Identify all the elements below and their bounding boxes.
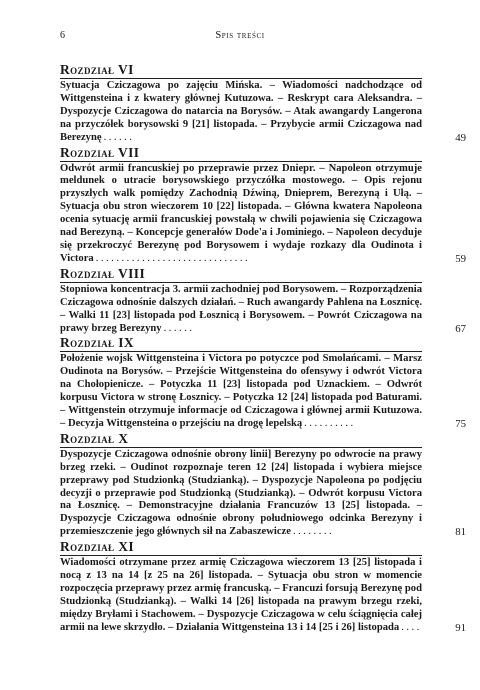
chapter-summary-text: Położenie wojsk Wittgensteina i Victora po potyczce pod Smolańcami. – Marsz Oudinota na Borysów. – Przejście Wittgensteina do ofensywy i odwrót Victora na Chołopienicze. – Potyczka 11 [23] listopada pod Uznackiem. – Odwrót korpusu Victora w stronę Łosznicy. – Potyczka 12 [24] listopada pod Baturami. – Wittgenstein otrzymuje informacje od Cziczagowa i głównej armii Kutuzowa. – Decyzja Wittgensteina o przejściu na drogę lepelską [60, 353, 422, 429]
chapter-summary [60, 162, 466, 266]
chapter-summary [60, 352, 466, 430]
chapter-summary-text: Wiadomości otrzymane przez armię Cziczagowa wieczorem 13 [25] listopada i nocą z 13 na 14 [z 25 na 26] listopada. – Sytuacja obu stron w momencie rozpoczęcia przeprawy przez armię francuską. – Francuzi forsują Berezynę pod Studzionką (Studzianką). – Walki 14 [26] listopada na prawym brzegu rzeki, między Bryłami i Stachowem. – Dyspozycje Cziczagowa w celu ściągnięcia całej armii na lewe skrzydło. – Działania Wittgensteina 13 i 14 [25 i 26] listopada [60, 557, 422, 633]
chapter-page-number: 91 [455, 621, 466, 634]
dot-leader: ........ [292, 526, 335, 538]
chapter-10 [60, 430, 466, 539]
dot-leader: .............................. [95, 252, 251, 264]
chapter-heading: Rozdział X [60, 431, 422, 448]
chapter-summary-text: Stopniowa koncentracja 3. armii zachodniej pod Borysowem. – Rozporządzenia Cziczagowa odnośnie dalszych działań. – Ruch awangardy Pahlena na Łosznicę. – Walki 11 [23] listopada pod Łosznicą i Borysowem. – Powrót Cziczagowa na prawy brzeg Berezyny [60, 283, 422, 334]
dot-leader: .......... [304, 417, 356, 429]
dot-leader: ...... [163, 322, 195, 334]
chapter-heading: Rozdział VII [60, 145, 422, 162]
running-title: Spis treści [215, 30, 265, 41]
chapter-6 [60, 62, 466, 145]
chapter-heading: Rozdział IX [60, 335, 422, 352]
chapter-page-number: 67 [455, 322, 466, 335]
chapter-heading: Rozdział VI [60, 62, 422, 79]
chapter-summary-text: Dyspozycje Cziczagowa odnośnie obrony linii] Berezyny po odwrocie na prawy brzeg rzeki. – Oudinot rozpoznaje teren 12 [24] listopada i wybiera miejsce przeprawy pod Studzionką (Studzianką). – Dyspozycje Napoleona po podjęciu decyzji o przeprawie pod Studzionką (Studzianką). – Odwrót korpusu Victora na Łosznicę. – Demonstracyjne działania Francuzów 13 [25] listopada. – Dyspozycje Cziczagowa odnośnie obrony południowego odcinka Berezyny i przemieszczenie jego głównych sił na Zabaszewicze [60, 448, 422, 538]
chapter-summary [60, 79, 466, 145]
dot-leader: ...... [103, 131, 135, 143]
page-header [60, 30, 420, 44]
chapter-summary [60, 556, 466, 634]
chapter-page-number: 75 [455, 417, 466, 430]
chapter-9 [60, 335, 466, 430]
chapter-page-number: 49 [455, 131, 466, 144]
chapter-summary [60, 448, 466, 539]
chapter-summary-text: Odwrót armii francuskiej po przeprawie przez Dniepr. – Napoleon otrzymuje meldunek o utracie borysowskiego przyczółka mostowego. – Opis rejonu przyszłych walk pomiędzy Zachodnią Dźwiną, Dnieprem, Berezyną i Ułą. – Sytuacja obu stron wieczorem 10 [22] listopada. – Główna kwatera Napoleona ocenia sytuację armii francuskiej powstałą w chwili pojawienia się Cziczagowa nad Berezyną. – Koncepcje generałów Dode'a i Jominiego. – Napoleon decyduje się przekroczyć Berezynę pod Borysowem i wydaje rozkazy dla Oudinota i Victora [60, 162, 422, 264]
chapter-summary-text: Sytuacja Cziczagowa po zajęciu Mińska. – Wiadomości nadchodzące od Wittgensteina i z kwatery głównej Kutuzowa. – Reskrypt cara Aleksandra. – Dyspozycje Cziczagowa do natarcia na Borysów. – Atak awangardy Langerona na przyczółek borysowski 9 [21] listopada. – Przybycie armii Cziczagowa nad Berezynę [60, 80, 422, 143]
chapter-11 [60, 539, 466, 634]
chapter-8 [60, 265, 466, 336]
chapter-heading: Rozdział VIII [60, 266, 422, 283]
chapter-page-number: 81 [455, 526, 466, 539]
chapter-7 [60, 144, 466, 266]
chapter-page-number: 59 [455, 252, 466, 265]
page-number: 6 [60, 30, 65, 41]
dot-leader: .... [401, 621, 422, 633]
chapter-summary [60, 283, 466, 336]
table-of-contents [60, 62, 466, 635]
chapter-heading: Rozdział XI [60, 539, 422, 556]
